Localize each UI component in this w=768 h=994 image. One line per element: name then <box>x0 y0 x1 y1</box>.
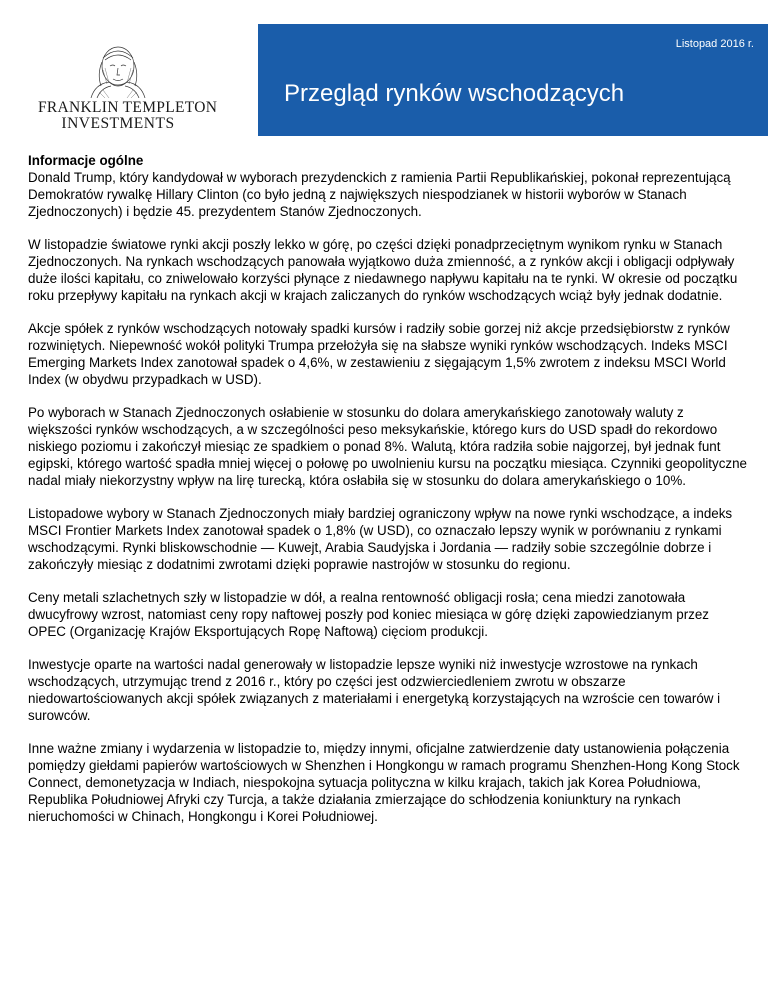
paragraph-5: Listopadowe wybory w Stanach Zjednoczonych miały bardziej ograniczony wpływ na nowe rynki wschodzące, a indeks MSCI Frontier Markets Index zanotował spadek o 1,8% (w USD), co oznaczało lepszy wynik w porównaniu z rynkami wschodzącymi. Rynki bliskowschodnie — Kuwejt, Arabia Saudyjska i Jordania — radziły sobie szczególnie dobrze i zakończyły miesiąc z dodatnimi zwrotami dzięki poprawie nastrojów w stosunku do regionu. <box>28 506 733 572</box>
paragraph-6: Ceny metali szlachetnych szły w listopadzie w dół, a realna rentowność obligacji rosła; cena miedzi zanotowała dwucyfrowy wzrost, natomiast ceny ropy naftowej poszły pod koniec miesiąca w górę dzięki zapowiedzianym przez OPEC (Organizację Krajów Eksportujących Ropę Naftową) cięciom produkcji. <box>28 590 709 639</box>
section-heading: Informacje ogólne <box>28 153 144 168</box>
header-banner <box>258 24 768 136</box>
logo-text-franklin-templeton: FRANKLIN TEMPLETON <box>38 99 218 116</box>
paragraph-2: W listopadzie światowe rynki akcji poszły lekko w górę, po części dzięki ponadprzeciętnym wynikom rynku w Stanach Zjednoczonych. Na rynkach wschodzących panowała wyjątkowo duża zmienność, a z rynków akcji i obligacji odpływały duże ilości kapitału, co zniwelowało korzyści płynące z niedawnego napływu kapitału na te rynki. W okresie od początku roku przepływy kapitału na rynkach akcji w krajach zaliczanych do rynków wschodzących wciąż były jednak dodatnie. <box>28 237 738 303</box>
document-body <box>28 152 748 841</box>
paragraph-8: Inne ważne zmiany i wydarzenia w listopadzie to, między innymi, oficjalne zatwierdzenie daty ustanowienia połączenia pomiędzy giełdami papierów wartościowych w Shenzhen i Hongkongu w ramach programu Shenzhen-Hong Kong Stock Connect, demonetyzacja w Indiach, niespokojna sytuacja polityczna w kilku krajach, takich jak Korea Południowa, Republika Południowej Afryki czy Turcja, a także działania zmierzające do schłodzenia koniunktury na rynkach nieruchomości w Chinach, Hongkongu i Korei Południowej. <box>28 741 740 824</box>
logo-text-investments: INVESTMENTS <box>61 115 175 132</box>
benjamin-franklin-portrait-icon <box>83 40 153 98</box>
report-date: Listopad 2016 r. <box>675 38 754 50</box>
paragraph-3: Akcje spółek z rynków wschodzących notowały spadki kursów i radziły sobie gorzej niż akcje przedsiębiorstw z rynków rozwiniętych. Niepewność wokół polityki Trumpa przełożyła się na słabsze wyniki rynków wschodzących. Indeks MSCI Emerging Markets Index zanotował spadek o 4,6%, w zestawieniu z sięgającym 1,5% zwrotem z indeksu MSCI World Index (w obydwu przypadkach w USD). <box>28 321 730 387</box>
paragraph-7: Inwestycje oparte na wartości nadal generowały w listopadzie lepsze wyniki niż inwestycje wzrostowe na rynkach wschodzących, utrzymując trend z 2016 r., który po części jest odzwierciedleniem zwrotu w obszarze niedowartościowanych akcji spółek związanych z materiałami i energetyką korzystających na wzroście cen towarów i surowców. <box>28 657 721 723</box>
paragraph-4: Po wyborach w Stanach Zjednoczonych osłabienie w stosunku do dolara amerykańskiego zanotowały waluty z większości rynków wschodzących, a w szczególności peso meksykańskie, którego kurs do USD spadł do rekordowo niskiego poziomu i zakończył miesiąc ze spadkiem o ponad 8%. Walutą, która radziła sobie najgorzej, był jednak funt egipski, którego wartość spadła mniej więcej o połowę po uwolnieniu kursu na początku miesiąca. Czynniki geopolityczne nadal miały niekorzystny wpływ na lirę turecką, która osłabiła się w stosunku do dolara amerykańskiego o 10%. <box>28 405 748 488</box>
page-title: Przegląd rynków wschodzących <box>284 80 625 107</box>
company-logo <box>38 40 218 132</box>
paragraph-1: Donald Trump, który kandydował w wyborach prezydenckich z ramienia Partii Republikańskiej, pokonał reprezentującą Demokratów rywalkę Hillary Clinton (co było jedną z największych niespodzianek w historii wyborów w Stanach Zjednoczonych) i będzie 45. prezydentem Stanów Zjednoczonych. <box>28 170 731 219</box>
